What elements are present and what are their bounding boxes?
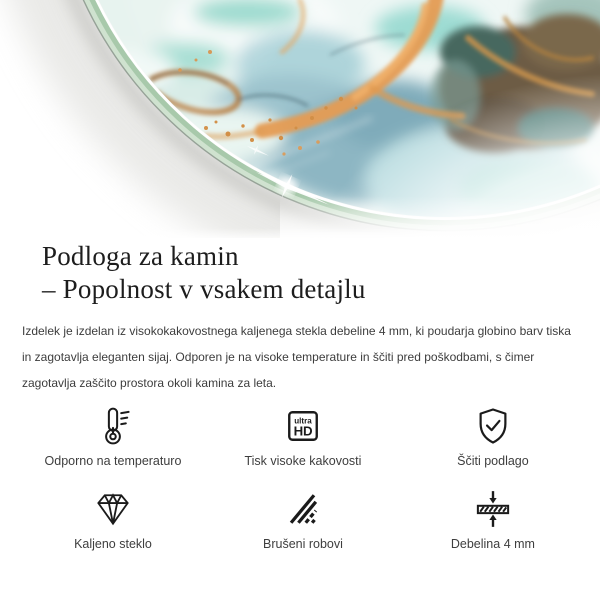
page-title-line1: Podloga za kamin <box>42 241 239 271</box>
feature-thickness <box>398 487 588 552</box>
feature-temperature <box>18 404 208 469</box>
feature-print-quality <box>208 404 398 469</box>
diamond-icon <box>91 487 135 531</box>
feature-label: Odporno na temperaturo <box>44 454 182 468</box>
feature-label: Tisk visoke kakovosti <box>244 454 362 468</box>
ultra-hd-icon <box>281 404 325 448</box>
feature-polished-edges <box>208 487 398 552</box>
feature-tempered-glass <box>18 487 208 552</box>
thermometer-icon <box>91 404 135 448</box>
feature-label: Debelina 4 mm <box>450 537 535 551</box>
product-image <box>0 0 600 238</box>
svg-text:HD: HD <box>293 423 313 439</box>
feature-label: Brušeni robovi <box>263 537 343 551</box>
thickness-icon <box>471 487 515 531</box>
feature-grid <box>0 404 600 570</box>
page-title <box>42 240 600 306</box>
product-image-section <box>0 0 600 238</box>
feature-label: Ščiti podlago <box>457 454 529 468</box>
product-description: Izdelek je izdelan iz visokokakovostnega kaljenega stekla debeline 4 mm, ki poudarja globino barv tiska in zagotavlja eleganten sijaj. Odporen je na visoke temperature in ščiti pred poškodbami, s čimer zagotavlja zaščito prostora okoli kamina za leta. <box>22 324 571 390</box>
brushed-edges-icon <box>281 487 325 531</box>
feature-label: Kaljeno steklo <box>74 537 152 551</box>
shield-check-icon <box>471 404 515 448</box>
svg-text:ultra: ultra <box>294 416 312 426</box>
page-title-line2: – Popolnost v vsakem detajlu <box>42 274 366 304</box>
feature-protection <box>398 404 588 469</box>
